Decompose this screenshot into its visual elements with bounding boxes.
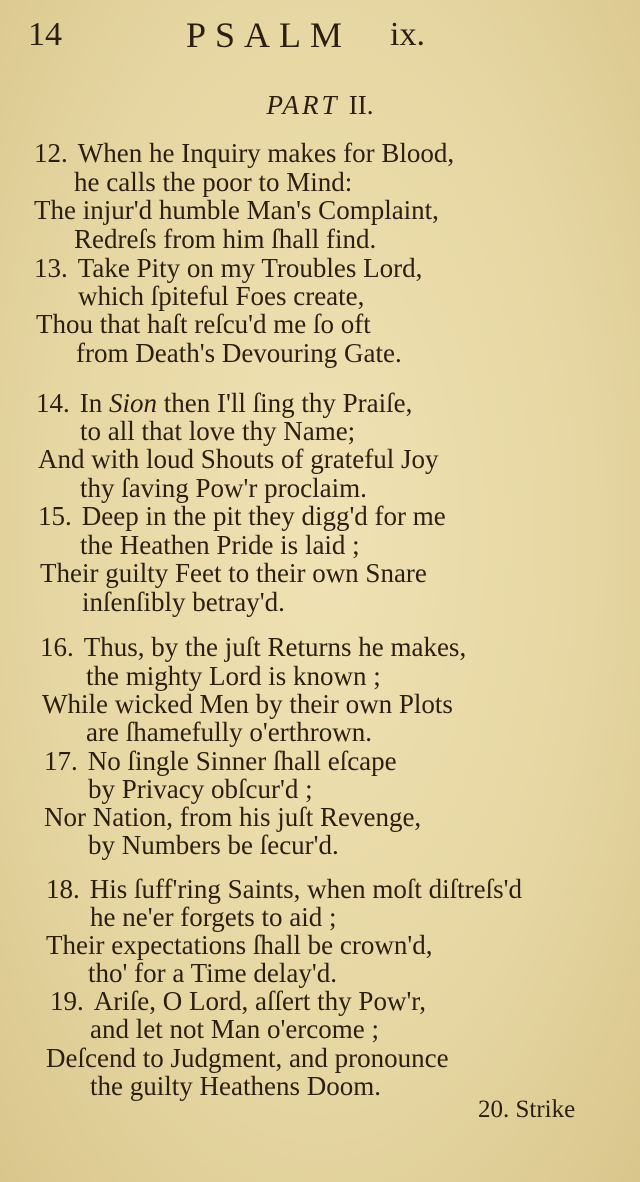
verse-text: Their guilty Feet to their own Snare: [40, 558, 427, 588]
verse-text: by Numbers be ſecur'd.: [88, 830, 339, 860]
verse-text: Take Pity on my Troubles Lord,: [77, 253, 423, 283]
verse-line: [44, 802, 421, 832]
verse-line: [50, 986, 426, 1016]
verse-text: thy ſaving Pow'r proclaim.: [80, 473, 367, 503]
verse-text: to all that love thy Name;: [80, 416, 356, 446]
verse-line: [46, 1043, 449, 1073]
verse-line: [82, 587, 285, 617]
verse-line: [40, 558, 427, 588]
running-head: [0, 14, 640, 54]
page-number: 14: [28, 16, 62, 53]
verse-number: 19.: [50, 986, 84, 1016]
verse-text: While wicked Men by their own Plots: [42, 689, 453, 719]
verse-text: from Death's Devouring Gate.: [76, 338, 402, 368]
verse-line: [90, 1071, 381, 1101]
catchword: 20. Strike: [478, 1096, 576, 1123]
verse-line: [86, 717, 372, 747]
verse-line: [88, 958, 337, 988]
verse-text: the guilty Heathens Doom.: [90, 1071, 381, 1101]
verse-line: [34, 138, 454, 168]
verse-line: [80, 416, 355, 446]
verse-line: [90, 902, 337, 932]
verse-line: [44, 746, 397, 776]
verse-line: [38, 501, 446, 531]
verse-line: [46, 874, 522, 904]
verse-number: 15.: [38, 501, 72, 531]
verse-text: His ſuff'ring Saints, when moſt diſtreſs'd: [89, 874, 522, 904]
verse-text: The injur'd humble Man's Complaint,: [34, 195, 439, 225]
verse-line: [36, 388, 412, 418]
verse-text: Nor Nation, from his juſt Revenge,: [44, 802, 422, 832]
verse-line: [34, 253, 422, 283]
verse-line: [80, 530, 360, 560]
verse-text-pre: In: [79, 388, 109, 418]
verse-text: Their expectations ſhall be crown'd,: [46, 930, 433, 960]
verse-text: he ne'er forgets to aid ;: [90, 902, 337, 932]
verse-line: [90, 1014, 379, 1044]
verse-text: he calls the poor to Mind:: [74, 167, 353, 197]
verse-text: which ſpiteful Foes create,: [78, 281, 365, 311]
verse-line: [74, 167, 352, 197]
part-heading: [0, 90, 640, 121]
verse-text: Ariſe, O Lord, aſſert thy Pow'r,: [93, 986, 426, 1016]
verse-text: the Heathen Pride is laid ;: [80, 530, 360, 560]
verse-text: Redreſs from him ſhall find.: [74, 224, 377, 254]
verse-text: Deep in the pit they digg'd for me: [81, 501, 446, 531]
verse-text: then I'll ſing thy Praiſe,: [157, 388, 413, 418]
part-label: PART: [266, 90, 340, 120]
verse-line: [88, 774, 313, 804]
verse-line: [42, 689, 453, 719]
verse-text: tho' for a Time delay'd.: [88, 958, 337, 988]
verse-line: [40, 632, 466, 662]
verse-line: [76, 338, 402, 368]
verse-line: [74, 224, 376, 254]
verse-line: [78, 281, 364, 311]
verse-text: Deſcend to Judgment, and pronounce: [46, 1043, 449, 1073]
verse-text-italic: Sion: [109, 388, 158, 418]
verse-number: 18.: [46, 874, 80, 904]
verse-text: the mighty Lord is known ;: [86, 661, 381, 691]
verse-number: 12.: [34, 138, 68, 168]
page-title: PSALM: [186, 15, 352, 55]
verse-line: [38, 444, 438, 474]
verse-text: inſenſibly betray'd.: [82, 587, 285, 617]
psalm-number: ix.: [390, 16, 425, 53]
verse-text: And with loud Shouts of grateful Joy: [38, 444, 439, 474]
verse-text: are ſhamefully o'erthrown.: [86, 717, 373, 747]
verse-text: Thou that haſt reſcu'd me ſo oft: [36, 309, 371, 339]
verse-number: 16.: [40, 632, 74, 662]
verse-text: and let not Man o'ercome ;: [90, 1014, 380, 1044]
verse-number: 13.: [34, 253, 68, 283]
verse-text: by Privacy obſcur'd ;: [88, 774, 313, 804]
verse-number: 14.: [36, 388, 70, 418]
verse-line: [46, 930, 432, 960]
verse-line: [80, 473, 367, 503]
verse-line: [34, 195, 439, 225]
verse-text: When he Inquiry makes for Blood,: [77, 138, 455, 168]
verse-line: [36, 309, 371, 339]
verse-line: [86, 661, 381, 691]
part-number: II.: [348, 90, 374, 120]
verse-text: No ſingle Sinner ſhall eſcape: [87, 746, 397, 776]
verse-text: Thus, by the juſt Returns he makes,: [83, 632, 467, 662]
verse-line: [88, 830, 339, 860]
verse-number: 17.: [44, 746, 78, 776]
